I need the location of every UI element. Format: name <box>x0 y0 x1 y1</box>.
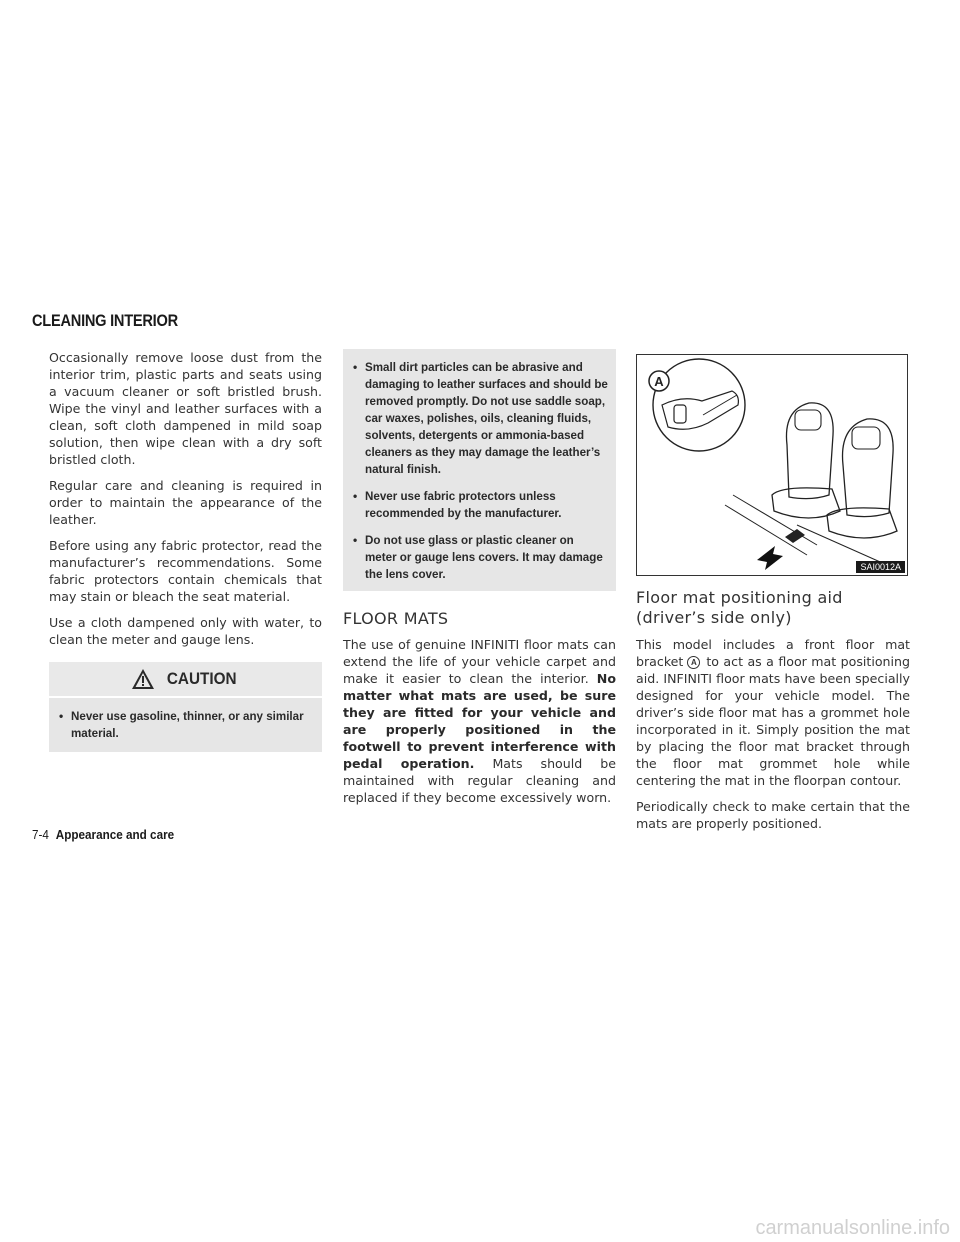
figure-code: SAI0012A <box>856 561 905 573</box>
positioning-text-start: This model includes a front floor mat bracket <box>636 637 910 669</box>
periodic-check-paragraph: Periodically check to make certain that the mats are properly positioned. <box>636 799 910 831</box>
caution-bullet-text: Small dirt particles can be abrasive and damaging to leather surfaces and should be removed promptly. Do not use saddle soap, car waxes, polishes, oils, cleaning fluids, solvents, detergents or ammonia-based cleaners as they may damage the leather’s natural finish. <box>365 361 608 476</box>
body-paragraph-1: Occasionally remove loose dust from the interior trim, plastic parts and seats using a vacuum cleaner or soft bristled brush. Wipe the vinyl and leather surfaces with a clean, soft cloth dampened in mild soap solution, then wipe clean with a dry soft bristled cloth. <box>49 350 322 467</box>
bullet-dot-icon: • <box>353 360 358 374</box>
caution-box <box>49 662 322 752</box>
caution-bullet <box>59 708 314 742</box>
footer-section-name: Appearance and care <box>55 827 175 842</box>
floor-mats-paragraph <box>343 636 616 806</box>
warning-icon <box>131 668 155 690</box>
positioning-aid-heading: Floor mat positioning aid (driver’s side only) <box>636 588 843 627</box>
caution-bullet-text: Never use fabric protectors unless recommended by the manufacturer. <box>365 490 562 520</box>
column-3 <box>636 354 910 841</box>
caution-bullet <box>353 532 608 583</box>
bullet-dot-icon: • <box>353 533 358 547</box>
caution-bullet <box>353 359 608 478</box>
body-paragraph-3: Before using any fabric protector, read the manufacturer’s recommendations. Some fabric protectors contain chemicals that may stain or bleach the seat material. <box>49 538 322 604</box>
floor-mats-text-end: Mats should be maintained with regular cleaning and replaced if they become excessively worn. <box>343 756 616 805</box>
seat-illustration <box>636 354 908 576</box>
body-paragraph-2: Regular care and cleaning is required in order to maintain the appearance of the leather. <box>49 478 322 527</box>
bullet-dot-icon: • <box>353 489 358 503</box>
caution-label: CAUTION <box>166 669 237 688</box>
floor-mats-text-start: The use of genuine INFINITI floor mats can extend the life of your vehicle carpet and make it easier to clean the interior. <box>343 637 616 686</box>
floor-mats-warning-text: No matter what mats are used, be sure they are fitted for your vehicle and are properly positioned in the footwell to prevent interference with pedal operation. <box>343 671 616 771</box>
figure-callout-a: A <box>654 374 664 389</box>
section-title: CLEANING INTERIOR <box>32 311 178 330</box>
body-paragraph-4: Use a cloth dampened only with water, to clean the meter and gauge lens. <box>49 615 322 647</box>
positioning-text-end: to act as a floor mat positioning aid. INFINITI floor mats have been specially designed for your vehicle model. The driver’s side floor mat has a grommet hole incorporated in it. Simply position the mat by placing the floor mat bracket through the floor mat grommet hole while centering the mat in the floorpan contour. <box>636 654 910 788</box>
caution-continued-box <box>343 349 616 591</box>
callout-a-marker: A <box>687 656 700 669</box>
watermark-text: carmanualsonline.info <box>755 1217 950 1239</box>
bullet-dot-icon: • <box>59 709 64 723</box>
caution-bullet-text: Do not use glass or plastic cleaner on meter or gauge lens covers. It may damage the lens cover. <box>365 534 603 581</box>
floor-mats-heading: FLOOR MATS <box>343 609 449 628</box>
page-footer <box>32 827 174 842</box>
column-1 <box>49 349 322 752</box>
caution-body <box>49 698 322 752</box>
page-number: 7-4 <box>32 827 49 842</box>
column-2 <box>343 349 616 815</box>
positioning-aid-paragraph <box>636 636 910 789</box>
seat-drawing <box>637 355 907 575</box>
caution-header <box>49 662 322 698</box>
caution-bullet-text: Never use gasoline, thinner, or any similar material. <box>71 710 304 740</box>
caution-bullet <box>353 488 608 522</box>
